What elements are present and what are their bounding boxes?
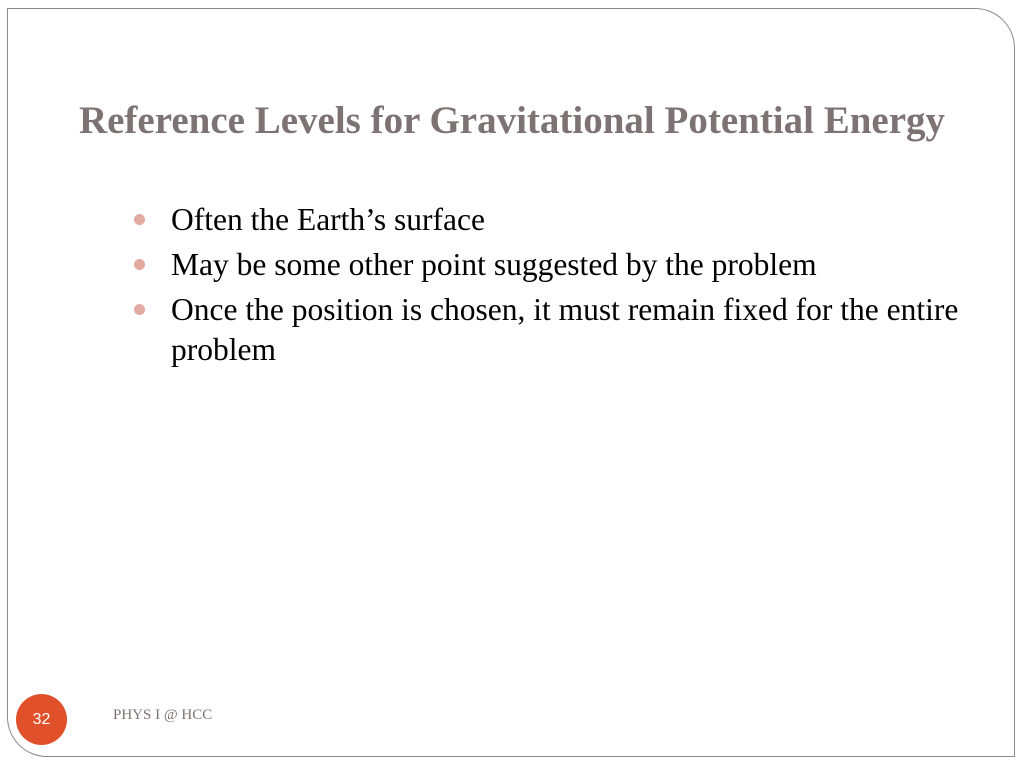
bullet-item [134,245,984,285]
bullet-dot-icon [134,304,145,315]
bullet-item [134,290,984,370]
bullet-item [134,200,984,240]
page-number-badge: 32 [16,694,67,745]
bullet-dot-icon [134,259,145,270]
footer-text: PHYS I @ HCC [113,707,213,723]
bullet-text: Often the Earth’s surface [171,202,485,237]
slide-title: Reference Levels for Gravitational Potential Energy [78,99,946,142]
bullet-list [134,200,984,375]
bullet-dot-icon [134,214,145,225]
bullet-text: Once the position is chosen, it must remain fixed for the entire problem [171,292,959,367]
bullet-text: May be some other point suggested by the problem [171,247,817,282]
